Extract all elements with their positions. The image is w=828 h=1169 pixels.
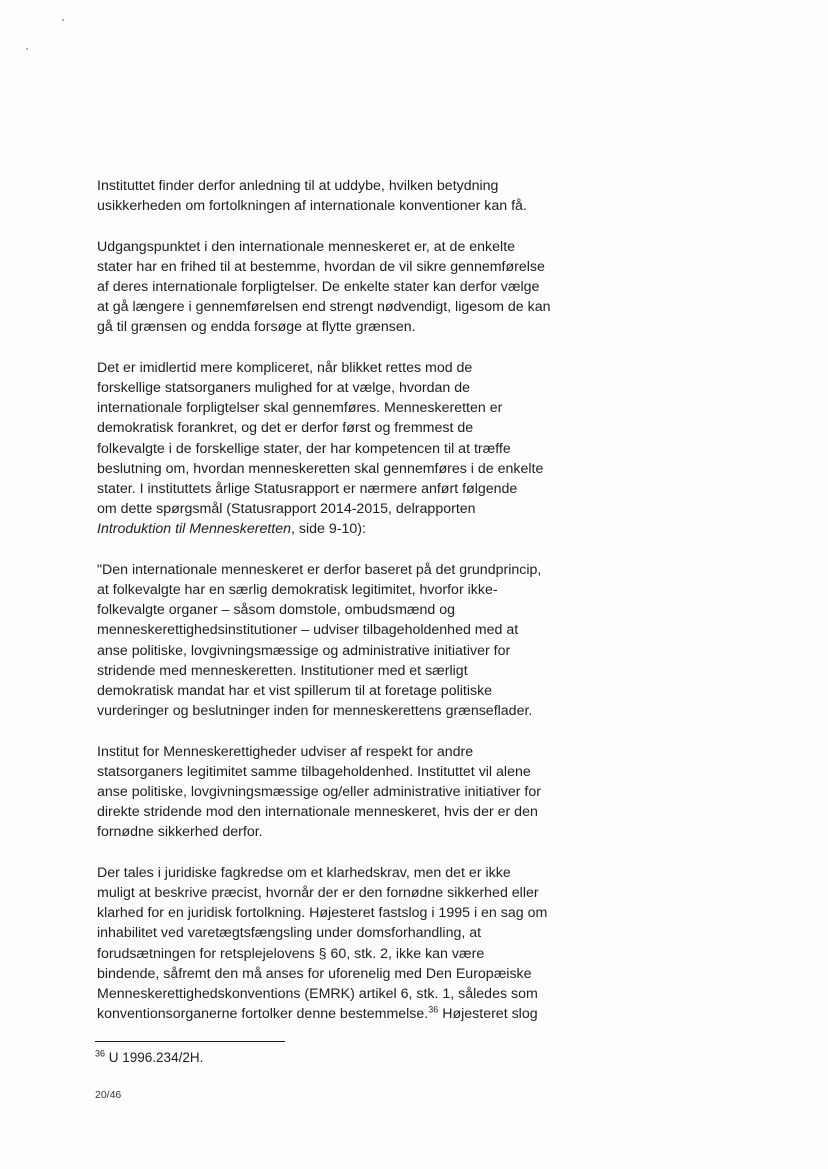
body-text xyxy=(97,176,577,1045)
footnote-number: 36 xyxy=(95,1048,106,1059)
footnote-reference: 36 xyxy=(428,1004,439,1015)
paragraph-2: Udgangspunktet i den internationale menneskeret er, at de enkelte stater har en frihed til at bestemme, hvordan de vil sikre gennemførelse af deres internationale forpligtelser. De enkelte stater kan derfor vælge at gå længere i gennemførelsen end strengt nødvendigt, ligesom de kan gå til grænsen og endda forsøge at flytte grænsen. xyxy=(97,238,551,336)
page-number: 20/46 xyxy=(95,1089,122,1101)
paragraph-6-text: Der tales i juridiske fagkredse om et klarhedskrav, men det er ikke muligt at beskrive præcist, hvornår der er den fornødne sikkerhed eller klarhed for en juridisk fortolkning. Højesteret fastslog i 1995 i en sag om inhabilitet ved varetægtsfængsling under domsforhandling, at forudsætningen for retsplejelovens § 60, stk. 2, ikke kan være bindende, såfremt den må anses for uforenelig med Den Europæiske Menneskerettighedskonventions (EMRK) artikel 6, stk. 1, således som konventionsorganerne fortolker denne bestemmelse. xyxy=(97,864,548,1023)
paragraph-1: Instituttet finder derfor anledning til at uddybe, hvilken betydning usikkerheden om fortolkningen af internationale konventioner kan få. xyxy=(97,178,527,215)
paragraph-3-end: , side 9-10): xyxy=(291,521,366,538)
report-title-italic: Introduktion til Menneskeretten xyxy=(97,521,292,538)
paragraph-6-end: Højesteret slog xyxy=(438,1006,538,1023)
footnote-separator xyxy=(95,1041,285,1042)
quote-paragraph: "Den internationale menneskeret er derfor baseret på det grundprincip, at folkevalgte har en særlig demokratisk legitimitet, hvorfor ikke- folkevalgte organer – såsom domstole, ombudsmænd og menneskerettighedsinstitutioner – udviser tilbageholdenhed med at anse politiske, lovgivningsmæssige og administrative initiativer for stridende med menneskeretten. Institutioner med et særligt demokratisk mandat har et vist spillerum til at foretage politiske vurderinger og beslutninger inden for menneskerettens grænseflader. xyxy=(97,561,542,720)
paragraph-3-text: Det er imidlertid mere kompliceret, når blikket rettes mod de forskellige statsorganers mulighed for at vælge, hvordan de internationale forpligtelser skal gennemføres. Menneskeretten er demokratisk forankret, og det er derfor først og fremmest de folkevalgte i de forskellige stater, der har kompetencen til at træffe beslutning om, hvordan menneskeretten skal gennemføres i de enkelte stater. I instituttets årlige Statusrapport er nærmere anført følgende om dette spørgsmål (Statusrapport 2014-2015, delrapporten xyxy=(97,359,544,518)
paragraph-5: Institut for Menneskerettigheder udviser af respekt for andre statsorganers legitimitet samme tilbageholdenhed. Instituttet vil alene anse politiske, lovgivningsmæssige og/eller administrative initiativer for direkte stridende mod den internationale menneskeret, hvis der er den fornødne sikkerhed derfor. xyxy=(97,743,541,841)
scan-artifact xyxy=(62,19,64,21)
footnote-text: U 1996.234/2H. xyxy=(105,1050,204,1065)
footnote xyxy=(95,1050,203,1065)
paragraph-6 xyxy=(97,863,577,1025)
paragraph-3 xyxy=(97,358,577,540)
scan-artifact xyxy=(26,48,28,50)
